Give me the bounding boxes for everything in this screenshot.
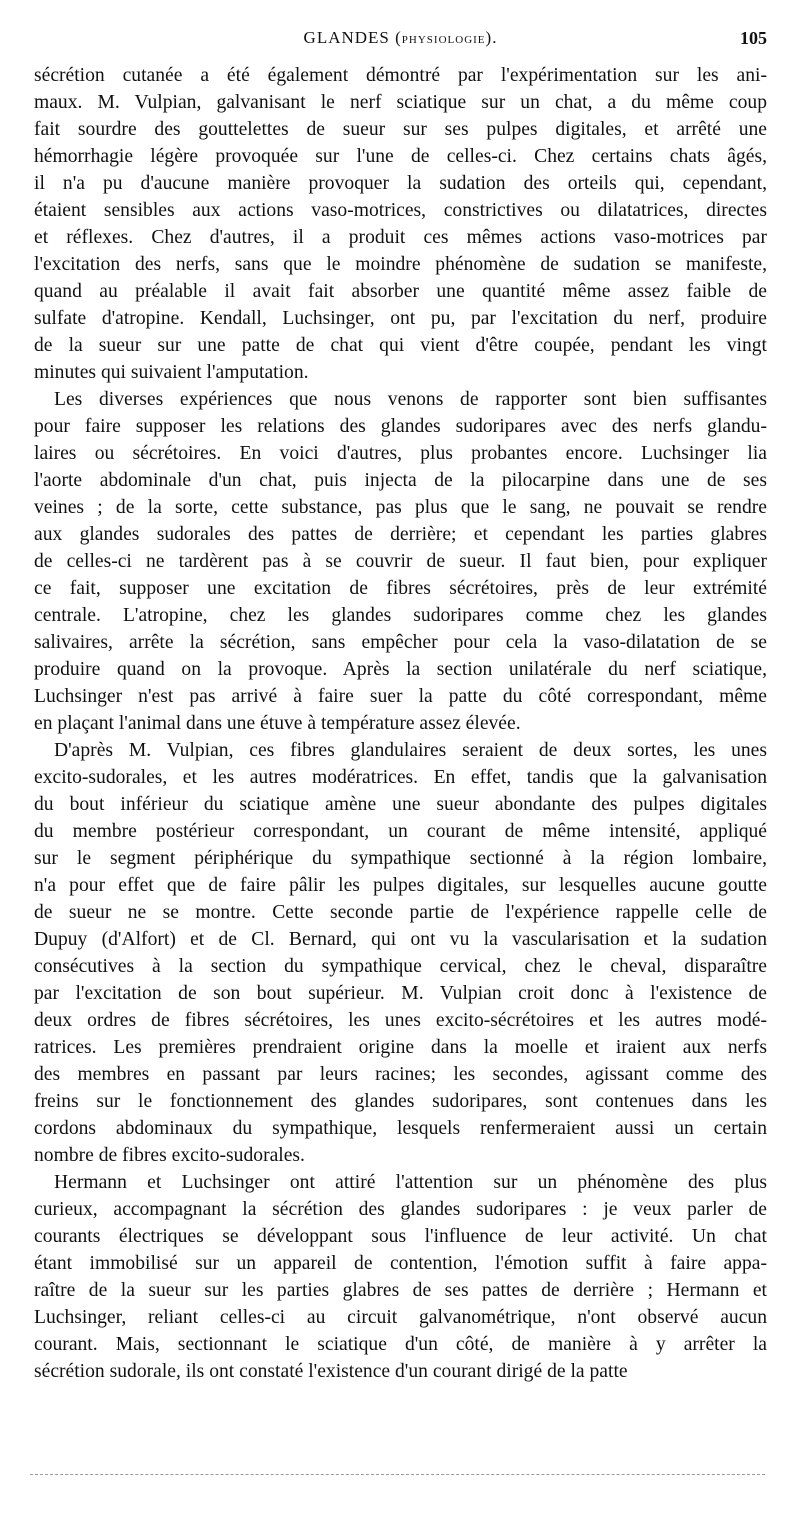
running-title-close: ). (485, 28, 498, 47)
text-line: il n'a pu d'aucune manière provoquer la sudation des orteils qui, cependant, (34, 173, 767, 194)
text-line: étaient sensibles aux actions vaso-motrices, constrictives ou dilatatrices, directes (34, 200, 767, 221)
text-line: sécrétion cutanée a été également démontré par l'expérimentation sur les ani- (34, 65, 767, 86)
text-line: veines ; de la sorte, cette substance, pas plus que le sang, ne pouvait se rendre (34, 497, 767, 518)
text-line: sécrétion sudorale, ils ont constaté l'existence d'un courant dirigé de la patte (34, 1361, 628, 1382)
text-line: Hermann et Luchsinger ont attiré l'attention sur un phénomène des plus (54, 1172, 767, 1193)
text-line: des membres en passant par leurs racines; les secondes, agissant comme des (34, 1064, 767, 1085)
text-line: cordons abdominaux du sympathique, lesquels renfermeraient aussi un certain (34, 1118, 767, 1139)
text-line: nombre de fibres excito-sudorales. (34, 1145, 305, 1166)
page-number: 105 (740, 28, 767, 48)
text-line: freins sur le fonctionnement des glandes sudoripares, sont contenues dans les (34, 1091, 767, 1112)
text-line: Luchsinger n'est pas arrivé à faire suer la patte du côté correspondant, même (34, 686, 767, 707)
text-line: du membre postérieur correspondant, un courant de même intensité, appliqué (34, 821, 767, 842)
text-line: consécutives à la section du sympathique cervical, chez le cheval, disparaître (34, 956, 767, 977)
text-line: de la sueur sur une patte de chat qui vient d'être coupée, pendant les vingt (34, 335, 767, 356)
text-line: D'après M. Vulpian, ces fibres glandulaires seraient de deux sortes, les unes (54, 740, 767, 761)
running-title-main: GLANDES ( (303, 28, 402, 47)
text-line: sulfate d'atropine. Kendall, Luchsinger, ont pu, par l'excitation du nerf, produire (34, 308, 767, 329)
text-line: l'aorte abdominale d'un chat, puis injecta de la pilocarpine dans une de ses (34, 470, 767, 491)
text-line: étant immobilisé sur un appareil de contention, l'émotion suffit à faire appa- (34, 1253, 767, 1274)
text-line: Dupuy (d'Alfort) et de Cl. Bernard, qui ont vu la vascularisation et la sudation (34, 929, 767, 950)
text-line: Luchsinger, reliant celles-ci au circuit galvanométrique, n'ont observé aucun (34, 1307, 767, 1328)
running-title-subject: PHYSIOLOGIE (401, 34, 486, 46)
text-line: hémorrhagie légère provoquée sur l'une de celles-ci. Chez certains chats âgés, (34, 146, 767, 167)
text-line: deux ordres de fibres sécrétoires, les unes excito-sécrétoires et les autres modé- (34, 1010, 767, 1031)
text-line: en plaçant l'animal dans une étuve à température assez élevée. (34, 713, 521, 734)
text-line: courant. Mais, sectionnant le sciatique d'un côté, de manière à y arrêter la (34, 1334, 767, 1355)
body-text (34, 62, 767, 1385)
text-line: curieux, accompagnant la sécrétion des glandes sudoripares : je veux parler de (34, 1199, 767, 1220)
footer-rule (30, 1474, 765, 1475)
document-page (34, 28, 767, 1385)
text-line: sur le segment périphérique du sympathique sectionné à la région lombaire, (34, 848, 767, 869)
text-line: et réflexes. Chez d'autres, il a produit ces mêmes actions vaso-motrices par (34, 227, 767, 248)
text-line: aux glandes sudorales des pattes de derrière; et cependant les parties glabres (34, 524, 767, 545)
text-line: pour faire supposer les relations des glandes sudoripares avec des nerfs glandu- (34, 416, 767, 437)
text-line: minutes qui suivaient l'amputation. (34, 362, 309, 383)
running-title (34, 28, 767, 48)
text-line: par l'excitation de son bout supérieur. M. Vulpian croit donc à l'existence de (34, 983, 767, 1004)
text-line: centrale. L'atropine, chez les glandes sudoripares comme chez les glandes (34, 605, 767, 626)
text-line: du bout inférieur du sciatique amène une sueur abondante des pulpes digitales (34, 794, 767, 815)
text-line: salivaires, arrête la sécrétion, sans empêcher pour cela la vaso-dilatation de se (34, 632, 767, 653)
text-line: ratrices. Les premières prendraient origine dans la moelle et iraient aux nerfs (34, 1037, 767, 1058)
text-line: de celles-ci ne tardèrent pas à se couvrir de sueur. Il faut bien, pour expliquer (34, 551, 767, 572)
text-line: maux. M. Vulpian, galvanisant le nerf sciatique sur un chat, a du même coup (34, 92, 767, 113)
text-line: de sueur ne se montre. Cette seconde partie de l'expérience rappelle celle de (34, 902, 767, 923)
text-line: laires ou sécrétoires. En voici d'autres, plus probantes encore. Luchsinger lia (34, 443, 767, 464)
text-line: l'excitation des nerfs, sans que le moindre phénomène de sudation se manifeste, (34, 254, 767, 275)
text-line: courants électriques se développant sous l'influence de leur activité. Un chat (34, 1226, 767, 1247)
text-line: quand au préalable il avait fait absorber une quantité même assez faible de (34, 281, 767, 302)
text-line: Les diverses expériences que nous venons de rapporter sont bien suffisantes (54, 389, 767, 410)
text-line: n'a pour effet que de faire pâlir les pulpes digitales, sur lesquelles aucune goutte (34, 875, 767, 896)
running-head (34, 28, 767, 52)
text-line: excito-sudorales, et les autres modératrices. En effet, tandis que la galvanisation (34, 767, 767, 788)
text-line: fait sourdre des gouttelettes de sueur sur ses pulpes digitales, et arrêté une (34, 119, 767, 140)
text-line: ce fait, supposer une excitation de fibres sécrétoires, près de leur extrémité (34, 578, 767, 599)
text-line: raître de la sueur sur les parties glabres de ses pattes de derrière ; Hermann et (34, 1280, 767, 1301)
text-line: produire quand on la provoque. Après la section unilatérale du nerf sciatique, (34, 659, 767, 680)
